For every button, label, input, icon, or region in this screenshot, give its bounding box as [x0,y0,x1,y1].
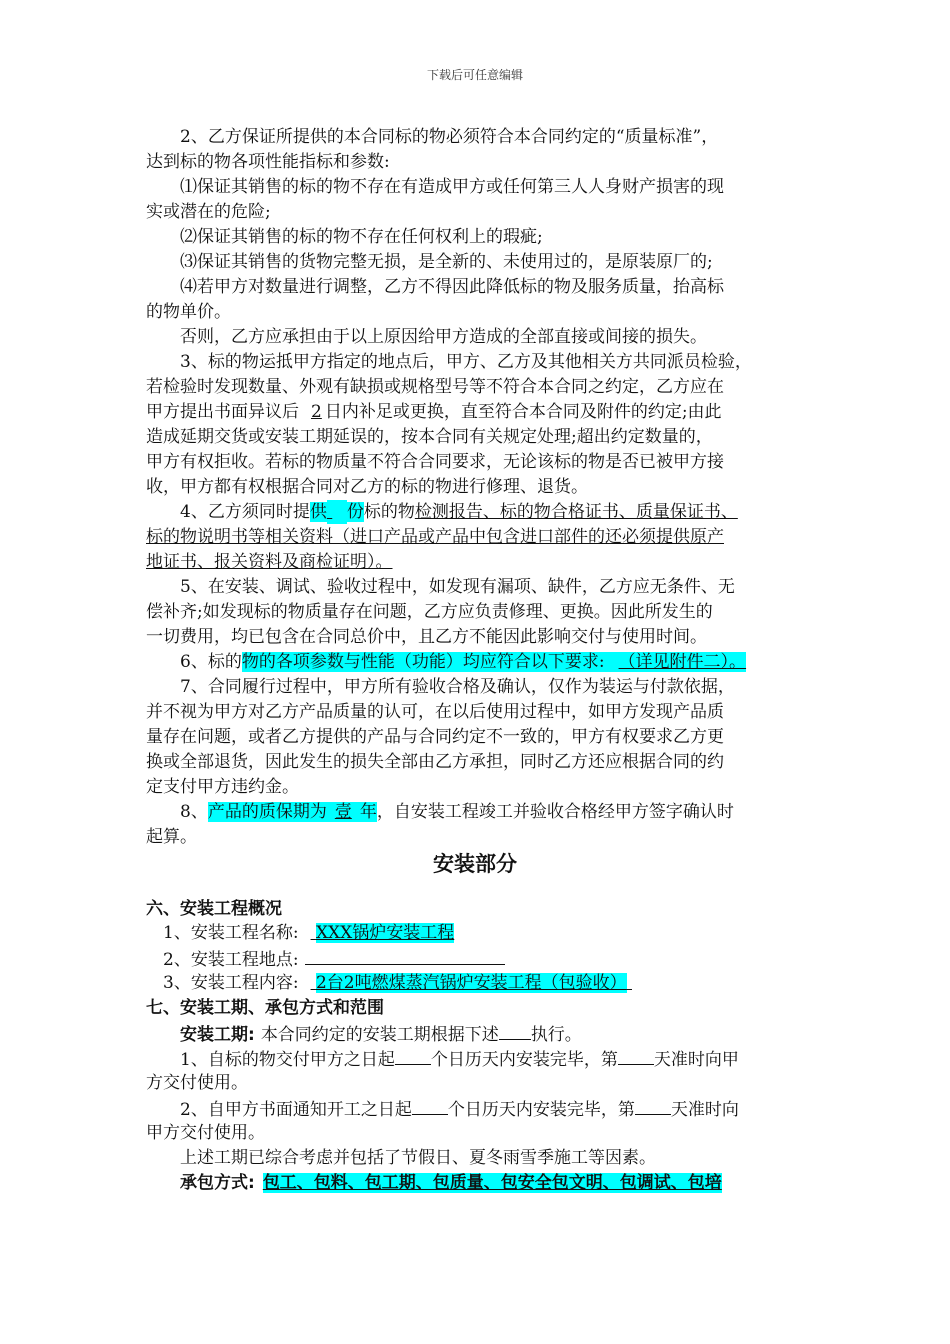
period-text: 本合同约定的安装工期根据下述 [260,1025,499,1045]
attachment-reference: （详见附件二）。 [605,652,747,672]
heading-7: 七、安装工期、承包方式和范围 [146,998,384,1018]
period-text-end: 执行。 [530,1025,582,1045]
objection-days-value: 2 [311,402,322,422]
clause-7-line: 换或全部退货，因此发生的损失全部由乙方承担，同时乙方还应根据合同的约 [146,752,724,772]
heading-6: 六、安装工程概况 [146,899,282,919]
install-name-blank [299,923,316,943]
install-name-value: XXX锅炉安装工程 [315,923,455,943]
clause-3-line: 收，甲方都有权根据合同对乙方的标的物进行修理、退货。 [146,477,588,497]
contract-label: 承包方式: [180,1173,255,1193]
clause-2-item-4: ⑷若甲方对数量进行调整，乙方不得因此降低标的物及服务质量，抬高标 [180,277,724,297]
clause-4-text: 标的物 [363,502,415,522]
clause-7-line: 7、合同履行过程中，甲方所有验收合格及确认，仅作为装运与付款依据， [180,677,735,697]
warranty-label: 产品的质保期为 [207,802,327,822]
install-name-label: 1、安装工程名称: [163,923,299,943]
option-2-cont: 甲方交付使用。 [146,1123,265,1143]
clause-4-documents: 检测报告、标的物合格证书、质量保证书、 [414,502,738,522]
contract-value: 包工、包料、包工期、包质量、包安全包文明、包调试、包培 [262,1173,722,1193]
clause-3-line: 若检验时发现数量、外观有缺损或规格型号等不符合本合同之约定，乙方应在 [146,377,724,397]
clause-7-line: 定支付甲方违约金。 [146,777,299,797]
clause-7-line: 并不视为甲方对乙方产品质量的认可，在以后使用过程中，如甲方发现产品质 [146,702,724,722]
clause-3-text: 甲方提出书面异议后 [146,402,299,422]
clause-4-line [180,500,738,524]
clause-3-line [146,400,722,424]
clause-8-text: 8、 [180,802,208,822]
period-label: 安装工期: [180,1025,255,1045]
clause-2-item-1: ⑴保证其销售的标的物不存在有造成甲方或任何第三人人身财产损害的现 [180,177,724,197]
install-content-label: 3、安装工程内容: [163,973,299,993]
clause-5-line: 偿补齐;如发现标的物质量存在问题，乙方应负责修理、更换。因此所发生的 [146,602,713,622]
highlight-provide: 供 [309,502,327,522]
clause-2-item-3: ⑶保证其销售的货物完整无损，是全新的、未使用过的，是原装原厂的; [180,252,713,272]
option-2-days-blank [412,1096,448,1115]
warranty-value: 壹 [327,802,360,822]
period-note: 上述工期已综合考虑并包括了节假日、夏冬雨雪季施工等因素。 [180,1148,656,1168]
clause-6-line [180,650,746,674]
page-header: 下载后可任意编辑 [426,68,523,82]
install-content-value: 2台2吨燃煤蒸汽锅炉安装工程（包验收） [315,973,627,993]
option-2-line [180,1096,739,1122]
install-name-row [163,921,454,945]
clause-2-item-2: ⑵保证其销售的标的物不存在任何权利上的瑕疵; [180,227,543,247]
warranty-unit: 年 [359,802,377,822]
contract-row [180,1171,722,1195]
option-1-day-blank [618,1046,654,1065]
clause-4-documents-end: 地证书、报关资料及商检证明）。 [146,552,393,572]
option-1-days-blank [395,1046,431,1065]
option-1-text: 1、自标的物交付甲方之日起 [180,1050,395,1070]
install-content-blank [299,973,316,993]
install-location-blank [305,946,505,965]
option-1-cont: 方交付使用。 [146,1073,248,1093]
option-1-line [180,1046,739,1072]
clause-2-item-4-cont: 的物单价。 [146,302,231,322]
copies-blank [327,500,347,524]
option-1-text: 天准时向甲 [653,1050,739,1070]
section-title: 安装部分 [433,852,517,876]
clause-6-highlight: 物的各项参数与性能（功能）均应符合以下要求: [241,652,605,672]
option-2-text: 个日历天内安装完毕，第 [447,1100,635,1120]
clause-4-text: 4、乙方须同时提 [180,502,310,522]
install-location-row [163,946,505,972]
period-row [180,1021,582,1047]
clause-8-text: ，自安装工程竣工并验收合格经甲方签字确认时 [376,802,734,822]
clause-2-liability: 否则，乙方应承担由于以上原因给甲方造成的全部直接或间接的损失。 [180,327,707,347]
clause-3-line: 造成延期交货或安装工期延误的，按本合同有关规定处理;超出约定数量的， [146,427,713,447]
clause-2-line: 达到标的物各项性能指标和参数: [146,152,390,172]
install-content-row [163,971,643,995]
clause-3-line: 甲方有权拒收。若标的物质量不符合合同要求，无论该标的物是否已被甲方接 [146,452,724,472]
option-1-text: 个日历天内安装完毕，第 [430,1050,618,1070]
install-location-label: 2、安装工程地点: [163,950,299,970]
clause-3-text: 日内补足或更换，直至符合本合同及附件的约定;由此 [324,402,722,422]
period-blank [499,1021,531,1040]
highlight-copies: 份 [346,502,364,522]
option-2-text: 天准时向 [670,1100,739,1120]
option-2-text: 2、自甲方书面通知开工之日起 [180,1100,412,1120]
clause-8-cont: 起算。 [146,827,197,847]
clause-3-line: 3、标的物运抵甲方指定的地点后，甲方、乙方及其他相关方共同派员检验， [180,352,752,372]
clause-7-line: 量存在问题，或者乙方提供的产品与合同约定不一致的，甲方有权要求乙方更 [146,727,724,747]
clause-4-documents-cont: 标的物说明书等相关资料（进口产品或产品中包含进口部件的还必须提供原产 [146,527,724,547]
clause-6-text: 6、标的 [180,652,242,672]
clause-5-line: 5、在安装、调试、验收过程中，如发现有漏项、缺件，乙方应无条件、无 [180,577,735,597]
install-content-blank-end [627,971,643,995]
clause-2-line: 2、乙方保证所提供的本合同标的物必须符合本合同约定的“质量标准”， [180,127,719,147]
clause-8-line [180,800,734,824]
option-2-day-blank [635,1096,671,1115]
clause-2-item-1-cont: 实或潜在的危险; [146,202,271,222]
clause-5-line: 一切费用，均已包含在合同总价中，且乙方不能因此影响交付与使用时间。 [146,627,707,647]
